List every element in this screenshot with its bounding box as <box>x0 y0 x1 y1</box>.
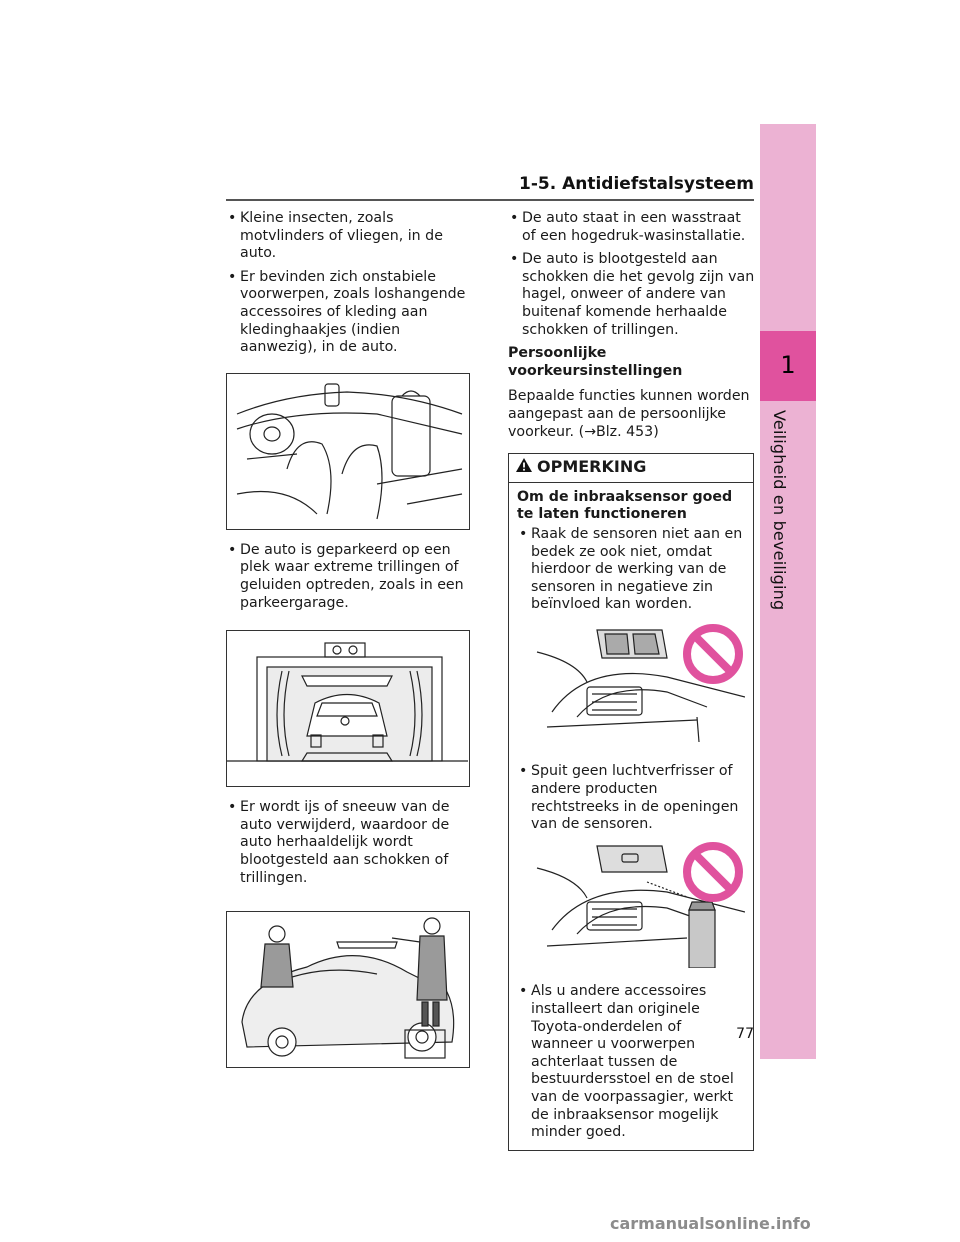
list-item: • Er bevinden zich onstabiele voorwerpen, zoals loshangende accessoires of kleding aan kledinghaakjes (indien aanwezig), in de auto. <box>226 269 470 357</box>
subheading: Persoonlijke voorkeursinstellingen <box>508 345 683 379</box>
prohibition-icon <box>687 628 739 680</box>
sensor-touch-illustration <box>517 622 745 754</box>
car-wash-illustration <box>226 630 470 787</box>
section-header: 1-5. Antidiefstalsysteem <box>519 174 754 194</box>
chapter-title: Veiligheid en beveiliging <box>770 410 789 611</box>
warning-icon <box>515 457 533 477</box>
notice-header <box>509 454 753 483</box>
paragraph-text: Bepaalde functies kunnen worden aangepast aan de persoonlijke voorkeur. (→Blz. 453) <box>508 388 750 440</box>
chapter-number: 1 <box>780 351 796 379</box>
list-item: • Er wordt ijs of sneeuw van de auto verwijderd, waardoor de auto herhaaldelijk wordt blootgesteld aan schokken of trillingen. <box>226 799 470 887</box>
right-column <box>508 210 756 1151</box>
list-item: • Als u andere accessoires installeert dan originele Toyota-onderdelen of wanneer u voorwerpen achterlaat tussen de bestuurdersstoel en de stoel van de voorpassagier, werkt de inbraaksensor mogelijk minder goed. <box>517 983 745 1141</box>
page-number: 77 <box>736 1026 754 1042</box>
list-item: • De auto staat in een wasstraat of een hogedruk-wasinstallatie. <box>508 210 756 245</box>
list-item: • De auto is blootgesteld aan schokken die het gevolg zijn van hagel, onweer of andere van buitenaf komende herhaalde schokken of trillingen. <box>508 251 756 339</box>
notice-title: OPMERKING <box>537 457 647 477</box>
notice-body <box>509 483 753 1150</box>
header-rule <box>226 199 754 201</box>
spray-sensor-illustration <box>517 842 745 974</box>
list-item: • De auto is geparkeerd op een plek waar extreme trillingen of geluiden optreden, zoals in een parkeergarage. <box>226 542 470 612</box>
watermark: carmanualsonline.info <box>610 1214 811 1233</box>
prohibition-icon <box>687 846 739 898</box>
paragraph <box>508 388 756 441</box>
snow-removal-illustration <box>226 911 470 1068</box>
notice-box <box>508 453 754 1151</box>
list-item: • Kleine insecten, zoals motvlinders of vliegen, in de auto. <box>226 210 470 263</box>
notice-subheading: Om de inbraaksensor goed te laten functioneren <box>517 488 733 523</box>
left-column <box>226 210 470 1080</box>
list-item: • Raak de sensoren niet aan en bedek ze ook niet, omdat hierdoor de werking van de sensoren in negatieve zin beïnvloed kan worden. <box>517 526 745 614</box>
car-interior-illustration <box>226 373 470 530</box>
list-item: • Spuit geen luchtverfrisser of andere producten rechtstreeks in de openingen van de sensoren. <box>517 763 745 833</box>
